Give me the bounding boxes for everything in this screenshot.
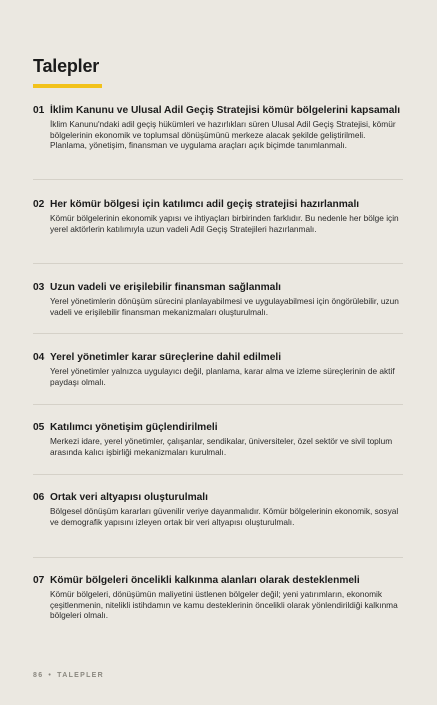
item-divider (33, 179, 403, 180)
item-divider (33, 474, 403, 475)
item-heading-text: Kömür bölgeleri öncelikli kalkınma alanları olarak desteklenmeli (50, 575, 360, 586)
item-heading-text: Yerel yönetimler karar süreçlerine dahil edilmeli (50, 352, 282, 363)
demand-item-02 (33, 198, 403, 234)
item-heading (33, 491, 403, 504)
item-divider (33, 404, 403, 405)
item-body: Yerel yönetimler yalnızca uygulayıcı değil, planlama, karar alma ve izleme süreçlerinin de aktif paydaşı olmalı. (50, 366, 395, 387)
item-body: Kömür bölgelerinin ekonomik yapısı ve ihtiyaçları birbirinden farklıdır. Bu nedenle her bölge için yerel aktörlerin katılımıyla uzun vadeli Adil Geçiş Stratejileri hazırlanmalı. (50, 213, 399, 234)
item-number: 02 (33, 199, 45, 210)
demand-item-03 (33, 281, 403, 317)
item-heading (33, 104, 403, 117)
item-heading (33, 574, 403, 587)
demand-item-04 (33, 351, 403, 387)
page-number: 86 (33, 672, 44, 679)
item-heading-text: Uzun vadeli ve erişilebilir finansman sağlanmalı (50, 282, 281, 293)
item-number: 04 (33, 352, 45, 363)
item-body: İklim Kanunu'ndaki adil geçiş hükümleri ve hazırlıkları süren Ulusal Adil Geçiş Stratejisi, kömür bölgelerinin ekonomik ve toplumsal dönüşümünü merkeze alacak şekilde geliştirilmeli. Planlama, yönetişim, finansman ve uygulama araçları açık biçimde tanımlanmalı. (50, 119, 396, 150)
item-heading (33, 281, 403, 294)
item-body: Merkezi idare, yerel yönetimler, çalışanlar, sendikalar, üniversiteler, özel sektör ve sivil toplum arasında kalıcı işbirliği mekanizmaları kurulmalı. (50, 436, 393, 457)
item-number: 07 (33, 575, 45, 586)
demand-item-06 (33, 491, 403, 527)
item-body: Kömür bölgeleri, dönüşümün maliyetini üstlenen bölgeler değil; yeni yatırımların, ekonomik çeşitlenmenin, nitelikli istihdamın ve kamu desteklerinin öncelikli olarak yönlendirildiği kalkınma bölgeleri olmalı. (50, 589, 398, 620)
footer-separator: • (48, 672, 53, 679)
item-divider (33, 557, 403, 558)
demand-item-05 (33, 421, 403, 457)
item-heading (33, 351, 403, 364)
item-number: 01 (33, 105, 45, 116)
item-heading (33, 421, 403, 434)
demand-item-07 (33, 574, 403, 621)
item-divider (33, 263, 403, 264)
page-footer (33, 672, 104, 679)
item-heading-text: Her kömür bölgesi için katılımcı adil geçiş stratejisi hazırlanmalı (50, 199, 360, 210)
page-title: Talepler (33, 56, 100, 76)
item-number: 05 (33, 422, 45, 433)
item-number: 06 (33, 492, 45, 503)
item-body: Yerel yönetimlerin dönüşüm sürecini planlayabilmesi ve uygulayabilmesi için öngörülebilir, uzun vadeli ve erişilebilir finansman mekanizmaları oluşturulmalı. (50, 296, 399, 317)
item-number: 03 (33, 282, 45, 293)
item-heading (33, 198, 403, 211)
item-heading-text: Katılımcı yönetişim güçlendirilmeli (50, 422, 218, 433)
item-body: Bölgesel dönüşüm kararları güvenilir veriye dayanmalıdır. Kömür bölgelerinin ekonomik, sosyal ve demografik yapısını izleyen ortak bir veri altyapısı oluşturulmalı. (50, 506, 399, 527)
item-divider (33, 333, 403, 334)
item-heading-text: Ortak veri altyapısı oluşturulmalı (50, 492, 208, 503)
item-heading-text: İklim Kanunu ve Ulusal Adil Geçiş Stratejisi kömür bölgelerini kapsamalı (50, 105, 401, 116)
section-label: TALEPLER (57, 672, 104, 679)
title-accent-bar (33, 84, 102, 88)
demand-item-01 (33, 104, 403, 151)
